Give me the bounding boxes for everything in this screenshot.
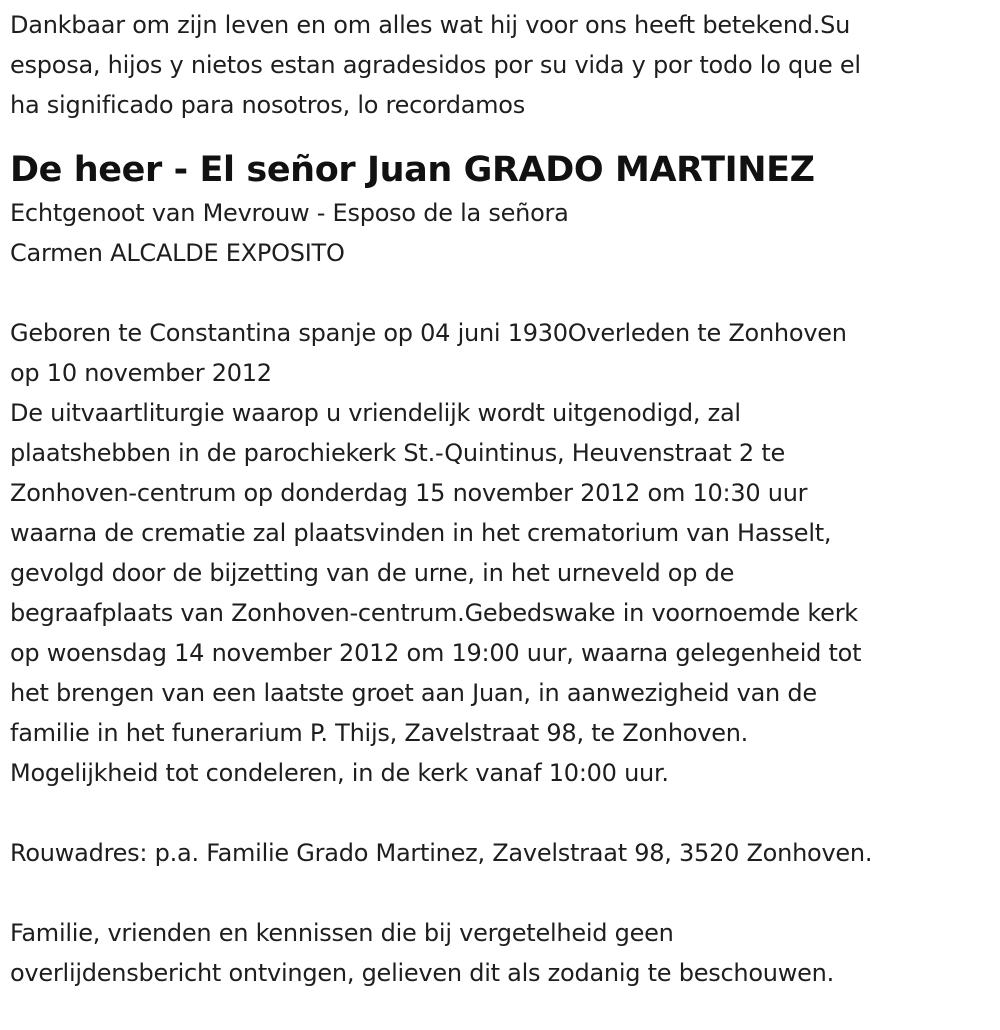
spacer [10,873,990,913]
spouse-line: Carmen ALCALDE EXPOSITO [10,239,345,267]
details-line: op woensdag 14 november 2012 om 19:00 uur, waarna gelegenheid tot [10,639,862,667]
address-line: Rouwadres: p.a. Familie Grado Martinez, Zavelstraat 98, 3520 Zonhoven. [10,839,873,867]
details-line: De uitvaartliturgie waarop u vriendelijk wordt uitgenodigd, zal [10,399,741,427]
closing-note [10,913,990,993]
closing-line: Familie, vrienden en kennissen die bij vergetelheid geen [10,919,674,947]
closing-line: overlijdensbericht ontvingen, gelieven dit als zodanig te beschouwen. [10,959,834,987]
intro-line: esposa, hijos y nietos estan agradesidos por su vida y por todo lo que el [10,51,861,79]
funeral-details [10,313,990,793]
spacer [10,273,990,313]
intro-line: ha significado para nosotros, lo recordamos [10,91,525,119]
details-line: Geboren te Constantina spanje op 04 juni 1930Overleden te Zonhoven [10,319,847,347]
spouse-line: Echtgenoot van Mevrouw - Esposo de la señora [10,199,569,227]
spouse-info [10,193,990,273]
details-line: familie in het funerarium P. Thijs, Zavelstraat 98, te Zonhoven. [10,719,749,747]
spacer [10,793,990,833]
details-line: plaatshebben in de parochiekerk St.-Quintinus, Heuvenstraat 2 te [10,439,785,467]
details-line: begraafplaats van Zonhoven-centrum.Gebedswake in voornoemde kerk [10,599,858,627]
details-line: op 10 november 2012 [10,359,272,387]
intro-line: Dankbaar om zijn leven en om alles wat hij voor ons heeft betekend.Su [10,11,851,39]
intro-paragraph [10,5,990,125]
details-line: gevolgd door de bijzetting van de urne, in het urneveld op de [10,559,735,587]
details-line: het brengen van een laatste groet aan Juan, in aanwezigheid van de [10,679,817,707]
details-line: Mogelijkheid tot condeleren, in de kerk vanaf 10:00 uur. [10,759,669,787]
mourning-address [10,833,990,873]
details-line: waarna de crematie zal plaatsvinden in het crematorium van Hasselt, [10,519,832,547]
details-line: Zonhoven-centrum op donderdag 15 november 2012 om 10:30 uur [10,479,808,507]
deceased-name-heading: De heer - El señor Juan GRADO MARTINEZ [10,150,815,190]
